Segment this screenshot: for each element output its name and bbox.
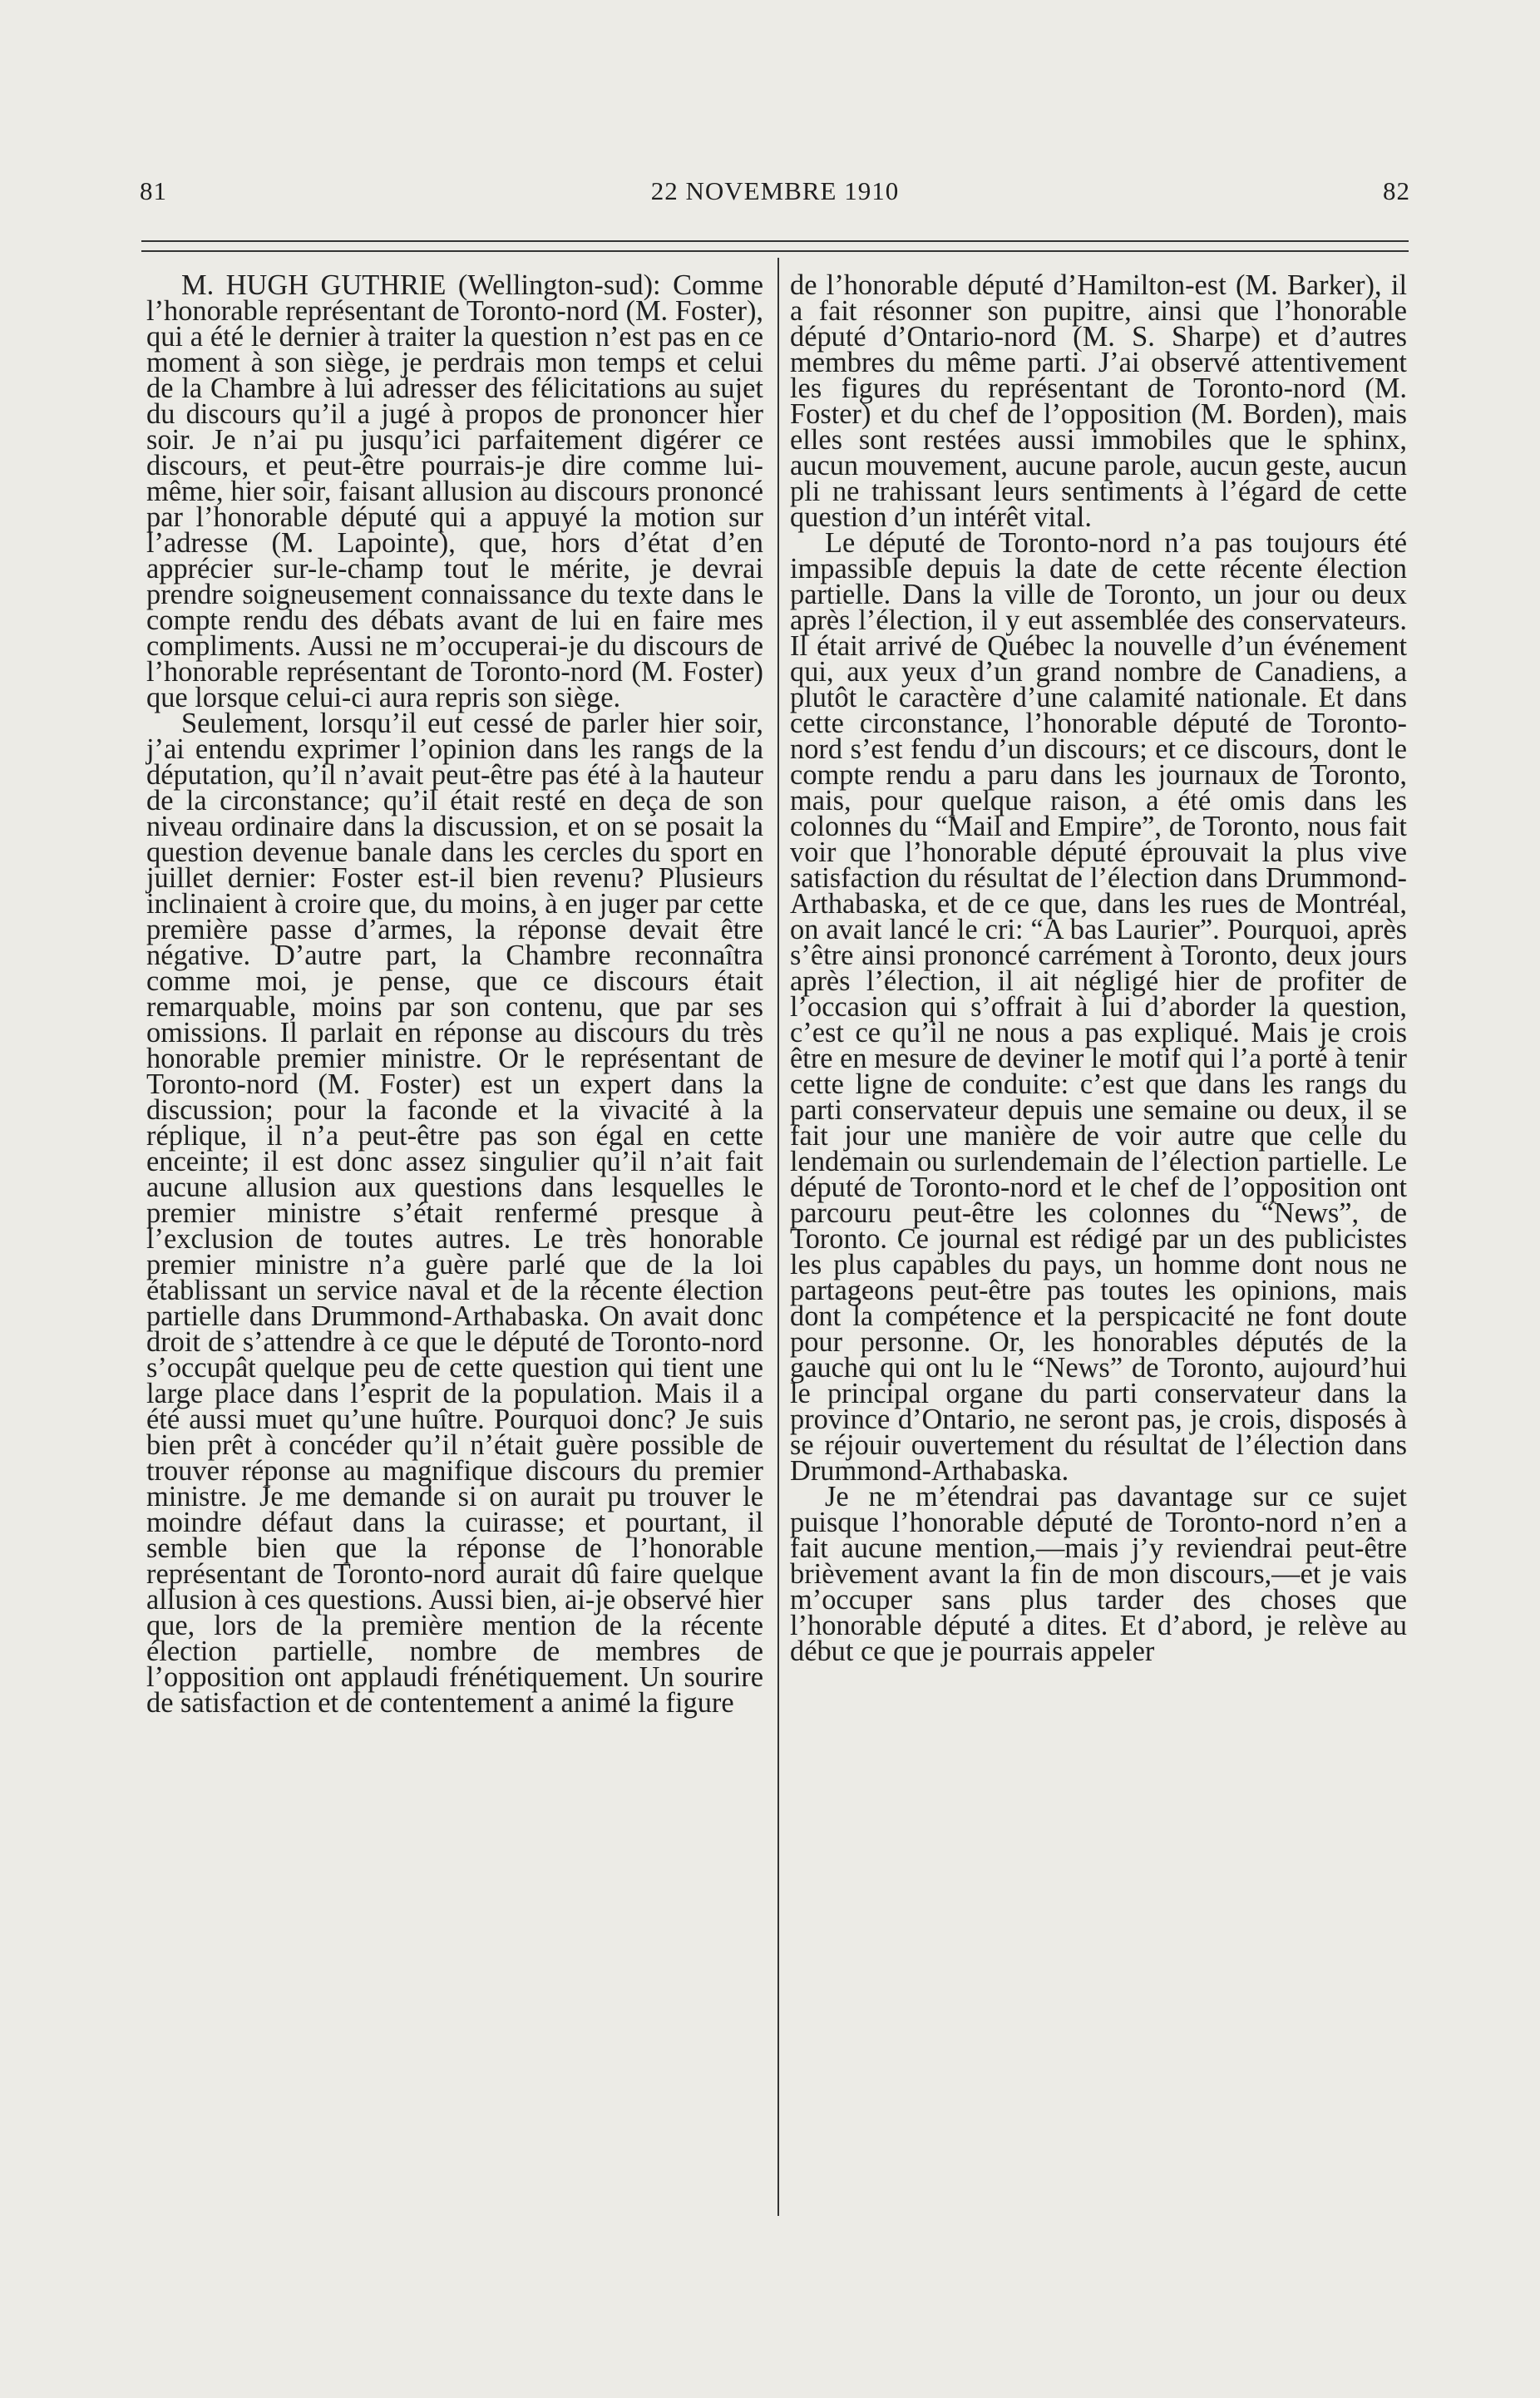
right-paragraph-1: de l’honorable député d’Hamilton-est (M. Barker), il a fait résonner son pupitre, ainsi que l’honorable député d’Ontario-nord (M. S. Sharpe) et d’autres membres du même parti. J’ai observé attentivement les figures du représentant de Toronto-nord (M. Foster) et du chef de l’opposition (M. Borden), mais elles sont restées aussi immobiles que le sphinx, aucun mouvement, aucune parole, aucun geste, aucun pli ne trahissant leurs sentiments à l’égard de cette question d’un intérêt vital.: [790, 269, 1407, 533]
right-paragraph-3: Je ne m’étendrai pas davantage sur ce sujet puisque l’honorable député de Toronto-nord n’en a fait aucune mention,—mais j’y reviendrai peut-être brièvement avant la fin de mon discours,—et je vais m’occuper sans plus tarder des choses que l’honorable député a dites. Et d’abord, je relève au début ce que je pourrais appeler: [790, 1481, 1407, 1667]
left-paragraph-1: M. HUGH GUTHRIE (Wellington-sud): Comme l’honorable représentant de Toronto-nord (M. Foster), qui a été le dernier à traiter la question n’est pas en ce moment à son siège, je perdrais mon temps et celui de la Chambre à lui adresser des félicitations au sujet du discours qu’il a jugé à propos de prononcer hier soir. Je n’ai pu jusqu’ici parfaitement digérer ce discours, et peut-être pourrais-je dire comme lui-même, hier soir, faisant allusion au discours prononcé par l’honorable député qui a appuyé la motion sur l’adresse (M. Lapointe), que, hors d’état d’en apprécier sur-le-champ tout le mérite, je devrai prendre soigneusement connaissance du texte dans le compte rendu des débats avant de lui en faire mes compliments. Aussi ne m’occuperai-je du discours de l’honorable représentant de Toronto-nord (M. Foster) que lorsque celui-ci aura repris son siège.: [146, 269, 763, 713]
right-column: [790, 269, 1407, 1667]
page-number-left: 81: [140, 176, 167, 205]
running-header: [140, 176, 1410, 213]
column-divider: [777, 258, 779, 2216]
right-paragraph-2: Le député de Toronto-nord n’a pas toujours été impassible depuis la date de cette récente élection partielle. Dans la ville de Toronto, un jour ou deux après l’élection, il y eut assemblée des conservateurs. Il était arrivé de Québec la nouvelle d’un événement qui, aux yeux d’un grand nombre de Canadiens, a plutôt le caractère d’une calamité nationale. Et dans cette circonstance, l’honorable député de Toronto-nord s’est fendu d’un discours; et ce discours, dont le compte rendu a paru dans les journaux de Toronto, mais, pour quelque raison, a été omis dans les colonnes du “Mail and Empire”, de Toronto, nous fait voir que l’honorable député éprouvait la plus vive satisfaction du résultat de l’élection dans Drummond-Arthabaska, et de ce que, dans les rues de Montréal, on avait lancé le cri: “A bas Laurier”. Pourquoi, après s’être ainsi prononcé carrément à Toronto, deux jours après l’élection, il ait négligé hier de profiter de l’occasion qui s’offrait à lui d’aborder la question, c’est ce qu’il ne nous a pas expliqué. Mais je crois être en mesure de deviner le motif qui l’a porté à tenir cette ligne de conduite: c’est que dans les rangs du parti conservateur depuis une semaine ou deux, il se fait jour une manière de voir autre que celle du lendemain ou surlendemain de l’élection partielle. Le député de Toronto-nord et le chef de l’opposition ont parcouru peut-être les colonnes du “News”, de Toronto. Ce journal est rédigé par un des publicistes les plus capables du pays, un homme dont nous ne partageons peut-être pas toutes les opinions, mais dont la compétence et la perspicacité ne font doute pour personne. Or, les honorables députés de la gauche qui ont lu le “News” de Toronto, aujourd’hui le principal organe du parti conservateur dans la province d’Ontario, ne seront pas, je crois, disposés à se réjouir ouvertement du résultat de l’élection dans Drummond-Arthabaska.: [790, 527, 1407, 1487]
left-paragraph-2: Seulement, lorsqu’il eut cessé de parler hier soir, j’ai entendu exprimer l’opinion dans les rangs de la députation, qu’il n’avait peut-être pas été à la hauteur de la circonstance; qu’il était resté en deça de son niveau ordinaire dans la discussion, et on se posait la question devenue banale dans les cercles du sport en juillet dernier: Foster est-il bien revenu? Plusieurs inclinaient à croire que, du moins, à en juger par cette première passe d’armes, la réponse devait être négative. D’autre part, la Chambre reconnaîtra comme moi, je pense, que ce discours était remarquable, moins par son contenu, que par ses omissions. Il parlait en réponse au discours du très honorable premier ministre. Or le représentant de Toronto-nord (M. Foster) est un expert dans la discussion; pour la faconde et la vivacité à la réplique, il n’a peut-être pas son égal en cette enceinte; il est donc assez singulier qu’il n’ait fait aucune allusion aux questions dans lesquelles le premier ministre s’était renfermé presque à l’exclusion de toutes autres. Le très honorable premier ministre n’a guère parlé que de la loi établissant un service naval et de la récente élection partielle dans Drummond-Arthabaska. On avait donc droit de s’attendre à ce que le député de Toronto-nord s’occupât quelque peu de cette question qui tient une large place dans l’esprit de la population. Mais il a été aussi muet qu’une huître. Pourquoi donc? Je suis bien prêt à concéder qu’il n’était guère possible de trouver réponse au magnifique discours du premier ministre. Je me demande si on aurait pu trouver le moindre défaut dans la cuirasse; et pourtant, il semble bien que la réponse de l’honorable représentant de Toronto-nord aurait dû faire quelque allusion à ces questions. Aussi bien, ai-je observé hier que, lors de la première mention de la récente élection partielle, nombre de membres de l’opposition ont applaudi frénétiquement. Un sourire de satisfaction et de contentement a animé la figure: [146, 708, 763, 1719]
left-column: [146, 269, 763, 1719]
page-number-right: 82: [1383, 176, 1410, 205]
header-double-rule: [141, 240, 1409, 252]
header-date: 22 NOVEMBRE 1910: [650, 176, 900, 205]
